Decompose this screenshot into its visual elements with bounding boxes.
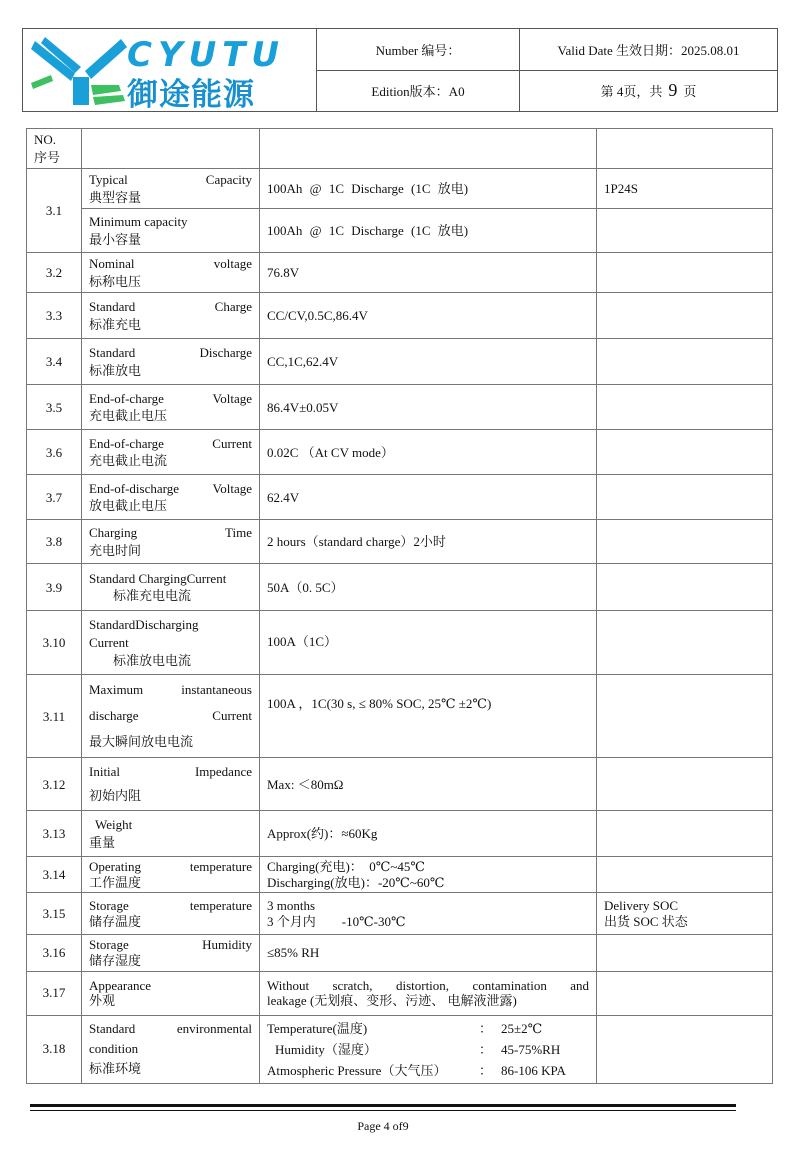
table-header-row	[27, 129, 773, 169]
table-row	[27, 169, 773, 209]
table-row	[27, 935, 773, 971]
row-number: 3.9	[27, 564, 82, 611]
item-value: 86.4V±0.05V	[260, 385, 597, 430]
item-value: 62.4V	[260, 475, 597, 520]
item-en: End-of-charge Voltage	[89, 390, 252, 406]
item-en: Storage Humidity	[89, 937, 252, 953]
brand-name-en: CYUTU	[127, 35, 285, 75]
item-value: 100Ah @ 1C Discharge (1C 放电)	[260, 209, 597, 253]
item-en: End-of-charge Current	[89, 435, 252, 451]
item-en: Standard ChargingCurrent	[89, 570, 227, 586]
table-row	[27, 385, 773, 430]
row-number: 3.18	[27, 1015, 82, 1083]
row-number: 3.10	[27, 611, 82, 675]
table-row	[27, 564, 773, 611]
item-cn: 标准放电	[89, 362, 142, 378]
company-logo	[23, 29, 317, 111]
item-value: Approx(约)：≈60Kg	[260, 811, 597, 857]
row-number: 3.5	[27, 385, 82, 430]
row-number: 3.2	[27, 253, 82, 293]
item-value: 2 hours（standard charge）2小时	[260, 520, 597, 564]
item-value: ≤85% RH	[260, 935, 597, 971]
row-number: 3.12	[27, 758, 82, 811]
brand-name-cn: 御途能源	[127, 77, 255, 113]
item-remark-cont: 出货 SOC 状态	[604, 913, 688, 929]
item-cn: 工作温度	[89, 874, 142, 890]
item-remark: Delivery SOC	[604, 898, 679, 914]
table-row	[27, 253, 773, 293]
item-cn: 标准放电电流	[113, 652, 192, 668]
item-value-cont: leakage (无划痕、变形、污迹、 电解液泄露)	[267, 993, 517, 1009]
table-row	[27, 475, 773, 520]
specification-table	[26, 128, 773, 1084]
row-number: 3.4	[27, 339, 82, 385]
item-en: Minimum capacity	[89, 214, 188, 230]
item-cn: 标准环境	[89, 1061, 142, 1077]
cyutu-logo-icon	[29, 33, 129, 107]
item-en: Initial Impedance	[89, 764, 252, 780]
item-value: 50A（0. 5C）	[260, 564, 597, 611]
item-cn: 储存湿度	[89, 953, 142, 969]
item-value: 100A ，1C(30 s, ≤ 80% SOC, 25℃ ±2℃)	[260, 675, 597, 758]
row-number: 3.14	[27, 857, 82, 893]
document-header	[22, 28, 778, 112]
row-number: 3.6	[27, 430, 82, 475]
item-en-cont: discharge Current	[89, 708, 252, 724]
item-value: 100A（1C）	[260, 611, 597, 675]
item-value: Charging(充电)： 0℃~45℃	[267, 859, 425, 875]
row-number: 3.15	[27, 893, 82, 935]
table-row	[27, 675, 773, 758]
env-row: Humidity（湿度） ： 45-75%RH	[275, 1041, 561, 1057]
item-en: End-of-discharge Voltage	[89, 480, 252, 496]
item-value: 100Ah @ 1C Discharge (1C 放电)	[260, 169, 597, 209]
footer-rule-thin	[30, 1110, 736, 1111]
table-row	[27, 971, 773, 1015]
item-value: 3 months	[267, 898, 316, 914]
item-value-cont: Discharging(放电)：-20℃~60℃	[267, 874, 445, 890]
row-number: 3.11	[27, 675, 82, 758]
item-cn: 标准充电电流	[113, 588, 192, 604]
item-en: Storage temperature	[89, 898, 252, 914]
item-cn: 外观	[89, 993, 116, 1009]
document-number: Number 编号：	[317, 29, 519, 71]
item-cn: 充电时间	[89, 542, 142, 558]
item-cn: 充电截止电压	[89, 408, 168, 424]
item-remark: 1P24S	[597, 169, 773, 209]
table-row	[27, 857, 773, 893]
row-number: 3.7	[27, 475, 82, 520]
row-number: 3.8	[27, 520, 82, 564]
table-row	[27, 611, 773, 675]
item-en: StandardDischarging	[89, 617, 199, 633]
item-en: Charging Time	[89, 525, 252, 541]
table-row	[27, 758, 773, 811]
item-en: Maximum instantaneous	[89, 682, 252, 698]
item-cn: 储存温度	[89, 913, 142, 929]
item-en: Appearance	[89, 977, 152, 993]
env-row: Atmospheric Pressure（大气压） ： 86-106 KPA	[267, 1062, 566, 1078]
item-cn: 标准充电	[89, 316, 142, 332]
valid-date: Valid Date 生效日期：2025.08.01	[520, 29, 777, 71]
item-en-cont: condition	[89, 1041, 139, 1057]
item-en-cont: Current	[89, 635, 129, 650]
row-number: 3.13	[27, 811, 82, 857]
table-row	[27, 811, 773, 857]
page-footer: Page 4 of9	[357, 1119, 409, 1133]
table-row	[27, 520, 773, 564]
page-indicator: 第 4页，共 9 页	[600, 80, 697, 101]
table-row	[27, 293, 773, 339]
footer-rule-thick	[30, 1104, 736, 1107]
item-en: Weight	[95, 817, 133, 833]
table-row	[27, 1015, 773, 1083]
item-value: 76.8V	[260, 253, 597, 293]
env-row: Temperature(温度) ： 25±2℃	[267, 1020, 543, 1036]
item-en: Standard Charge	[89, 299, 252, 315]
item-cn: 初始内阻	[89, 788, 142, 804]
item-value: 0.02C （At CV mode）	[260, 430, 597, 475]
item-en: Operating temperature	[89, 859, 252, 875]
item-cn: 充电截止电流	[89, 453, 168, 469]
row-number: 3.1	[27, 169, 82, 253]
item-cn: 重量	[89, 834, 116, 850]
table-row	[27, 209, 773, 253]
item-cn: 放电截止电压	[89, 498, 168, 514]
item-cn: 最大瞬间放电电流	[89, 734, 194, 750]
row-number: 3.3	[27, 293, 82, 339]
item-cn: 最小容量	[89, 231, 142, 247]
item-en: Standard environmental	[89, 1021, 252, 1037]
header-no-cn: 序号	[34, 149, 61, 165]
row-number: 3.17	[27, 971, 82, 1015]
table-row	[27, 893, 773, 935]
item-cn: 标称电压	[89, 273, 142, 289]
item-en: Nominal voltage	[89, 256, 252, 272]
item-cn: 典型容量	[89, 189, 142, 205]
table-row	[27, 430, 773, 475]
row-number: 3.16	[27, 935, 82, 971]
item-value: Max: ＜80mΩ	[260, 758, 597, 811]
item-value: CC/CV,0.5C,86.4V	[260, 293, 597, 339]
item-value: CC,1C,62.4V	[260, 339, 597, 385]
environment-conditions	[260, 1015, 597, 1083]
item-en: Standard Discharge	[89, 345, 252, 361]
table-row	[27, 339, 773, 385]
item-en: Typical Capacity	[89, 172, 252, 188]
item-value-cont: 3 个月内 -10℃-30℃	[267, 913, 406, 929]
edition: Edition版本：A0	[371, 84, 465, 100]
header-no-en: NO.	[34, 132, 57, 147]
item-value: Without scratch, distortion, contamination and	[267, 977, 589, 993]
